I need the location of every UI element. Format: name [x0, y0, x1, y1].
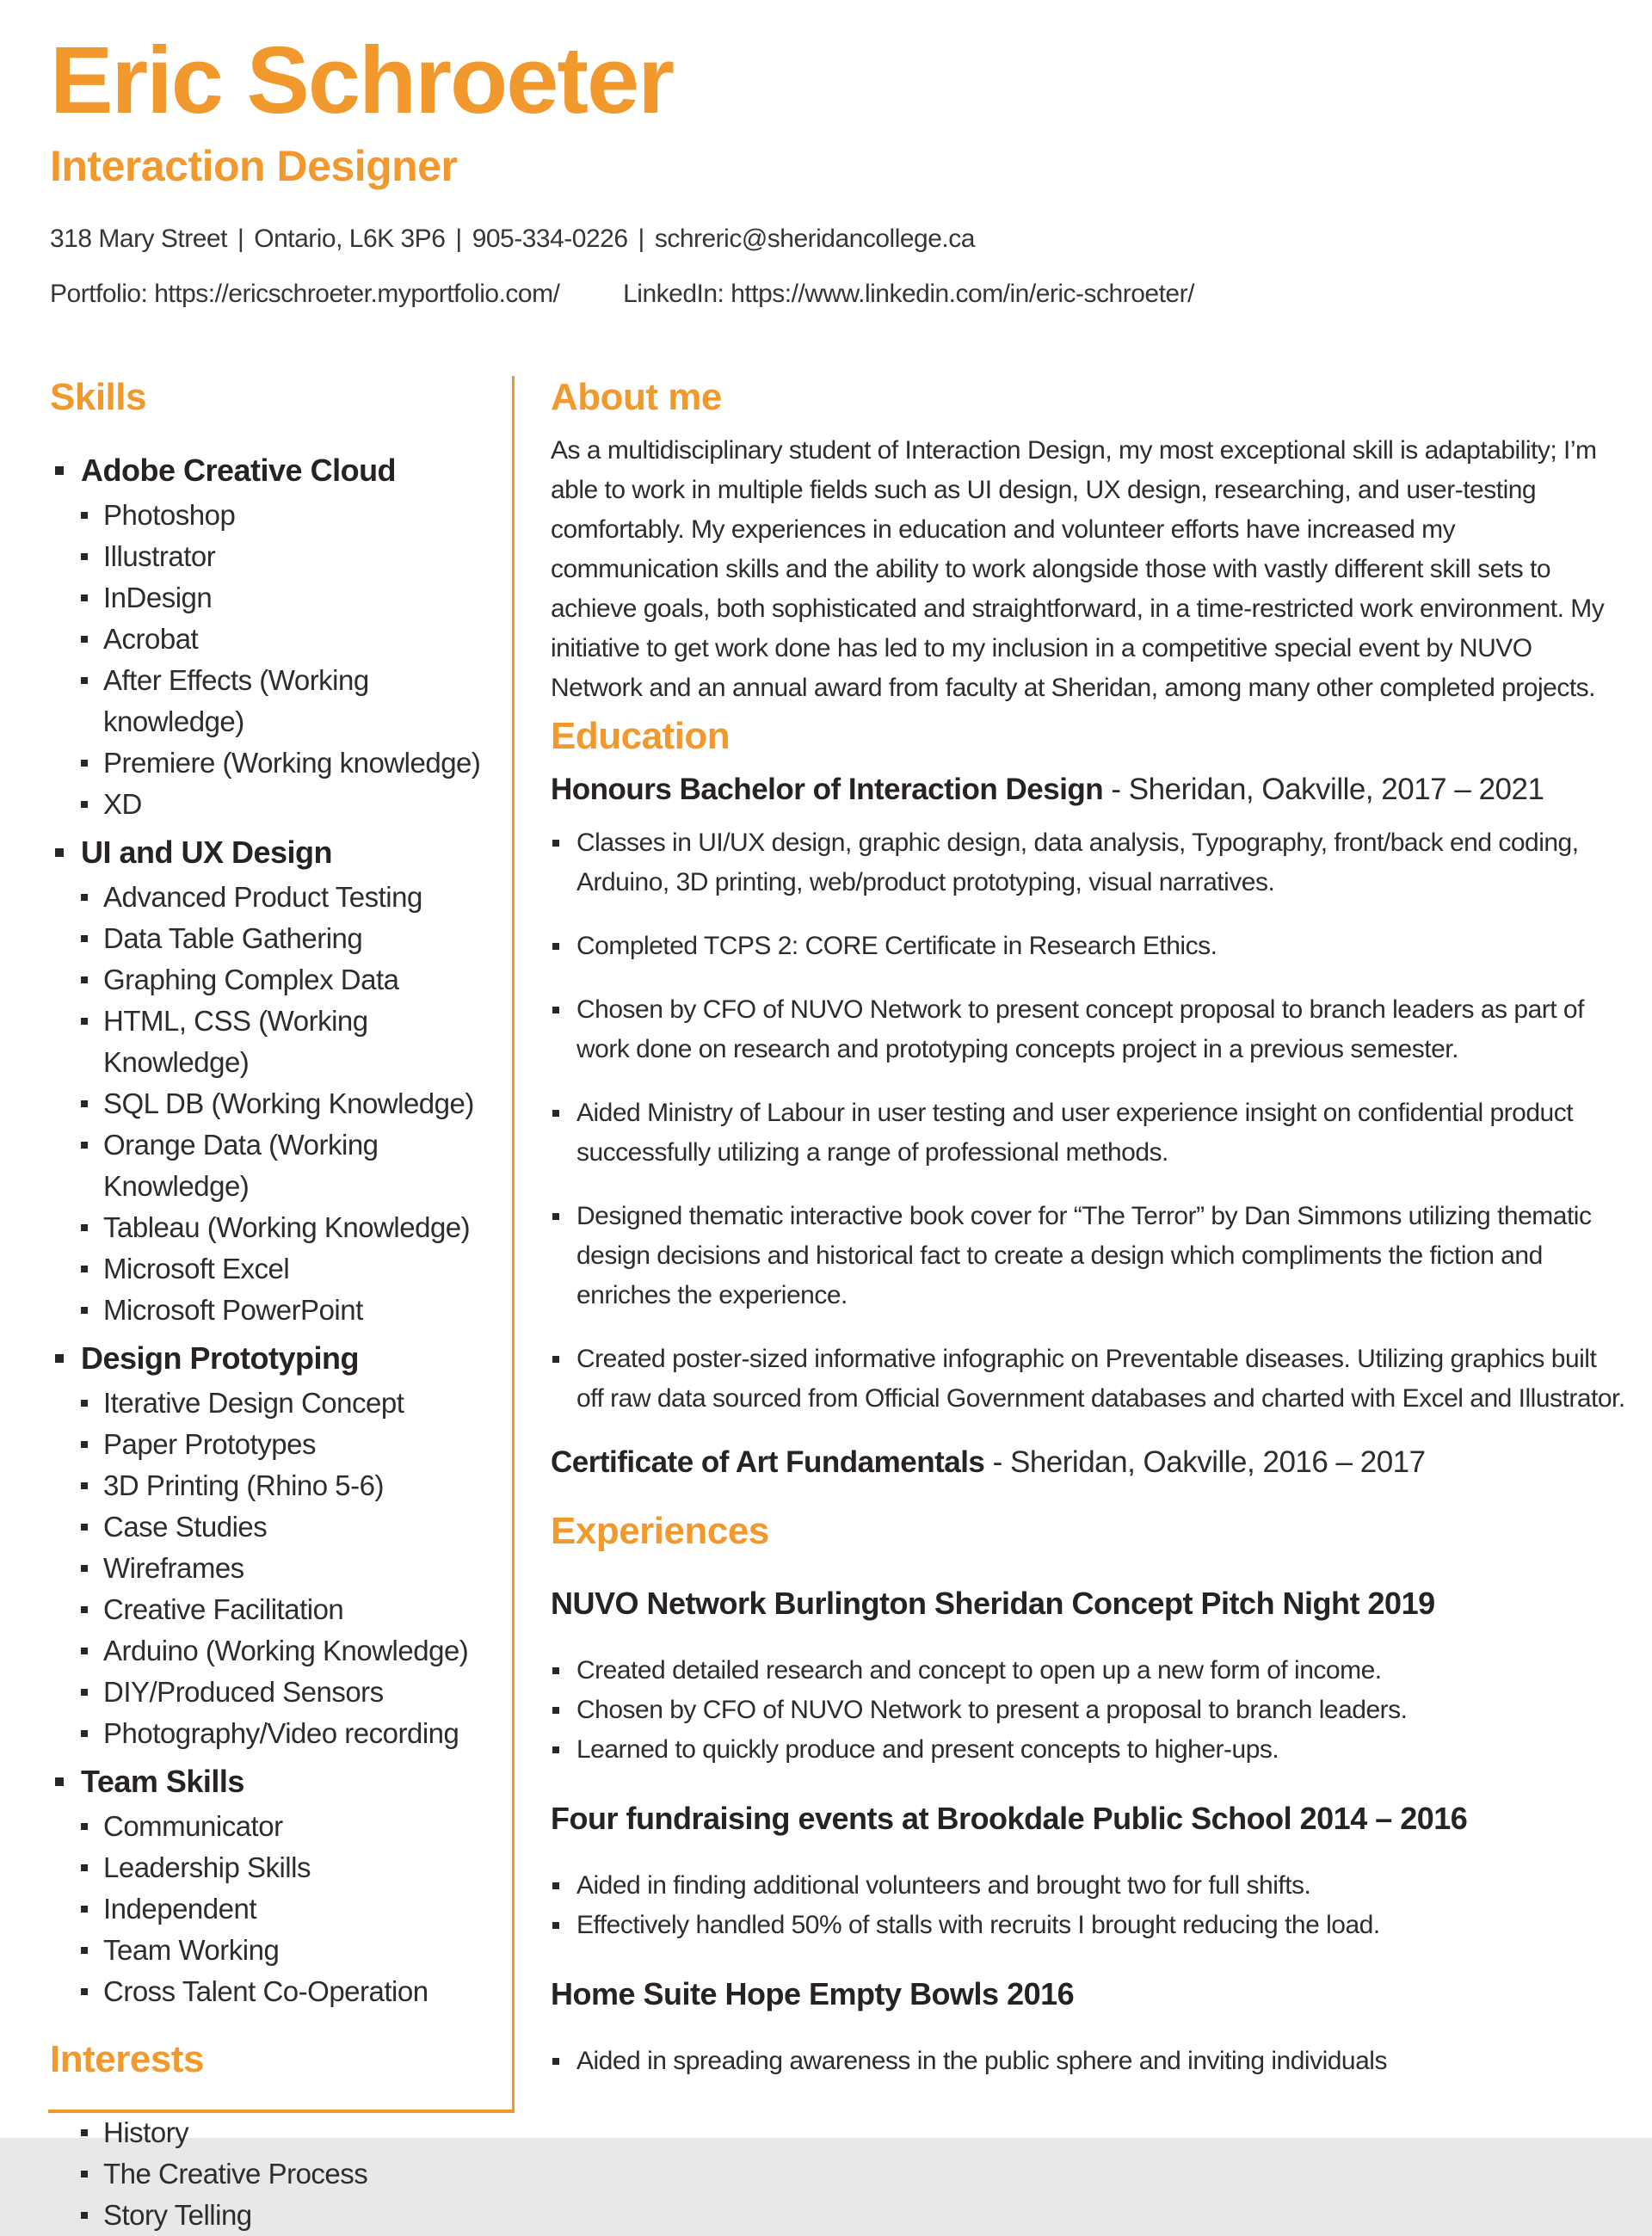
skill-item: 3D Printing (Rhino 5-6) [81, 1465, 482, 1506]
contact-separator: | [455, 224, 462, 253]
contact-line [50, 225, 1607, 254]
education-bullet: Designed thematic interactive book cover for “The Terror” by Dan Simmons utilizing thematic design decisions and historical fact to create a design which compliments the fiction and enriches the experience. [551, 1197, 1626, 1315]
experience-bullet: Created detailed research and concept to open up a new form of income. [551, 1651, 1626, 1691]
skill-group-title: Adobe Creative Cloud [50, 450, 482, 491]
education-bullet: Chosen by CFO of NUVO Network to present concept proposal to branch leaders as part of work done on research and prototyping concepts project in a previous semester. [551, 990, 1626, 1069]
skill-item-list [50, 495, 482, 825]
skill-item: Cross Talent Co-Operation [81, 1971, 482, 2012]
skill-item: Photoshop [81, 495, 482, 536]
experience-bullet: Learned to quickly produce and present concepts to higher-ups. [551, 1730, 1626, 1770]
skill-group-title: Design Prototyping [50, 1338, 482, 1379]
about-heading: About me [551, 376, 722, 418]
interest-item: Story Telling [81, 2195, 482, 2236]
skill-item: Orange Data (Working Knowledge) [81, 1124, 482, 1207]
skill-group-title: Team Skills [50, 1761, 482, 1802]
skill-item: DIY/Produced Sensors [81, 1672, 482, 1713]
skill-item: Arduino (Working Knowledge) [81, 1630, 482, 1672]
experience-bullet: Chosen by CFO of NUVO Network to present a proposal to branch leaders. [551, 1691, 1626, 1730]
email-text[interactable]: schreric@sheridancollege.ca [654, 224, 975, 253]
linkedin-link[interactable]: https://www.linkedin.com/in/eric-schroeter/ [730, 279, 1194, 308]
person-name: Eric Schroeter [50, 28, 674, 133]
skill-item: Photography/Video recording [81, 1713, 482, 1754]
skill-item: XD [81, 784, 482, 825]
education-bullet: Aided Ministry of Labour in user testing and user experience insight on confidential product successfully utilizing a range of professional methods. [551, 1093, 1626, 1173]
education-bullet: Completed TCPS 2: CORE Certificate in Research Ethics. [551, 927, 1626, 966]
links-line [50, 280, 1607, 309]
certificate-line [551, 1443, 1626, 1482]
phone-text: 905-334-0226 [472, 224, 628, 253]
certificate-title: Certificate of Art Fundamentals [551, 1445, 985, 1479]
portfolio-link[interactable]: https://ericschroeter.myportfolio.com/ [154, 279, 560, 308]
certificate-details: - Sheridan, Oakville, 2016 – 2017 [984, 1445, 1426, 1479]
experience-entry [551, 1584, 1626, 1770]
about-text: As a multidisciplinary student of Interaction Design, my most exceptional skill is adaptability; I’m able to work in multiple fields such as UI design, UX design, researching, and user-testing comfortably. My experiences in education and volunteer efforts have increased my communication skills and the ability to work alongside those with vastly different skill sets to achieve goals, both sophisticated and straightforward, in a time-restricted work environment. My initiative to get work done has led to my inclusion in a competitive special event by NUVO Network and an annual award from faculty at Sheridan, among many other completed projects. [551, 436, 1605, 702]
experience-entries [551, 1584, 1626, 2081]
experience-bullet-list [551, 1866, 1626, 1945]
skill-item: Independent [81, 1888, 482, 1930]
skill-item: Communicator [81, 1806, 482, 1847]
main-column [551, 376, 1626, 2110]
interest-item: The Creative Process [81, 2153, 482, 2195]
skill-item-list [50, 877, 482, 1331]
experience-bullet-list [551, 2042, 1626, 2081]
skill-item-list [50, 1383, 482, 1754]
experience-entry [551, 1974, 1626, 2081]
education-heading: Education [551, 715, 730, 757]
experiences-heading: Experiences [551, 1510, 769, 1552]
skills-heading: Skills [50, 376, 146, 418]
skill-item: Graphing Complex Data [81, 959, 482, 1001]
skill-item: After Effects (Working knowledge) [81, 660, 482, 742]
education-bullet-list [551, 823, 1626, 1419]
interests-list [50, 2112, 482, 2236]
skill-group [50, 1761, 482, 2012]
skill-item: Case Studies [81, 1506, 482, 1548]
experience-bullet: Aided in finding additional volunteers and brought two for full shifts. [551, 1866, 1626, 1906]
skill-item: HTML, CSS (Working Knowledge) [81, 1001, 482, 1083]
experience-title: NUVO Network Burlington Sheridan Concept Pitch Night 2019 [551, 1586, 1435, 1621]
skill-item: Acrobat [81, 619, 482, 660]
skill-item: Leadership Skills [81, 1847, 482, 1888]
degree-title: Honours Bachelor of Interaction Design [551, 773, 1104, 806]
skill-item: Team Working [81, 1930, 482, 1971]
experience-entry [551, 1799, 1626, 1945]
header [50, 28, 1607, 309]
skill-item: Advanced Product Testing [81, 877, 482, 918]
skill-item: Wireframes [81, 1548, 482, 1589]
degree-details: - Sheridan, Oakville, 2017 – 2021 [1103, 773, 1544, 806]
skill-group-title: UI and UX Design [50, 832, 482, 873]
region-text: Ontario, L6K 3P6 [254, 224, 446, 253]
column-divider-line [512, 376, 515, 2110]
interest-item: History [81, 2112, 482, 2153]
skill-item-list [50, 1806, 482, 2012]
skill-item: Paper Prototypes [81, 1424, 482, 1465]
skill-item: SQL DB (Working Knowledge) [81, 1083, 482, 1124]
skills-column [50, 376, 482, 2236]
job-title: Interaction Designer [50, 141, 458, 190]
skills-groups [50, 450, 482, 2012]
degree-line [551, 770, 1626, 810]
experience-title: Four fundraising events at Brookdale Public School 2014 – 2016 [551, 1801, 1468, 1836]
experience-title: Home Suite Hope Empty Bowls 2016 [551, 1976, 1075, 2011]
skill-item: InDesign [81, 577, 482, 619]
interests-heading: Interests [50, 2038, 204, 2080]
skill-group [50, 832, 482, 1331]
portfolio-label: Portfolio: [50, 279, 148, 308]
experience-bullet-list [551, 1651, 1626, 1770]
skill-item: Iterative Design Concept [81, 1383, 482, 1424]
contact-separator: | [638, 224, 644, 253]
skill-item: Microsoft PowerPoint [81, 1290, 482, 1331]
address-text: 318 Mary Street [50, 224, 227, 253]
skill-item: Premiere (Working knowledge) [81, 742, 482, 784]
experience-bullet: Effectively handled 50% of stalls with recruits I brought reducing the load. [551, 1906, 1626, 1945]
skill-group [50, 450, 482, 825]
skill-group [50, 1338, 482, 1754]
skill-item: Data Table Gathering [81, 918, 482, 959]
skill-item: Creative Facilitation [81, 1589, 482, 1630]
skill-item: Microsoft Excel [81, 1248, 482, 1290]
education-bullet: Classes in UI/UX design, graphic design, data analysis, Typography, front/back end coding, Arduino, 3D printing, web/product prototyping, visual narratives. [551, 823, 1626, 902]
education-bullet: Created poster-sized informative infographic on Preventable diseases. Utilizing graphics built off raw data sourced from Official Government databases and charted with Excel and Illustrator. [551, 1340, 1626, 1419]
skill-item: Tableau (Working Knowledge) [81, 1207, 482, 1248]
experience-bullet: Aided in spreading awareness in the public sphere and inviting individuals [551, 2042, 1626, 2081]
skill-item: Illustrator [81, 536, 482, 577]
contact-separator: | [237, 224, 244, 253]
linkedin-label: LinkedIn: [623, 279, 724, 308]
